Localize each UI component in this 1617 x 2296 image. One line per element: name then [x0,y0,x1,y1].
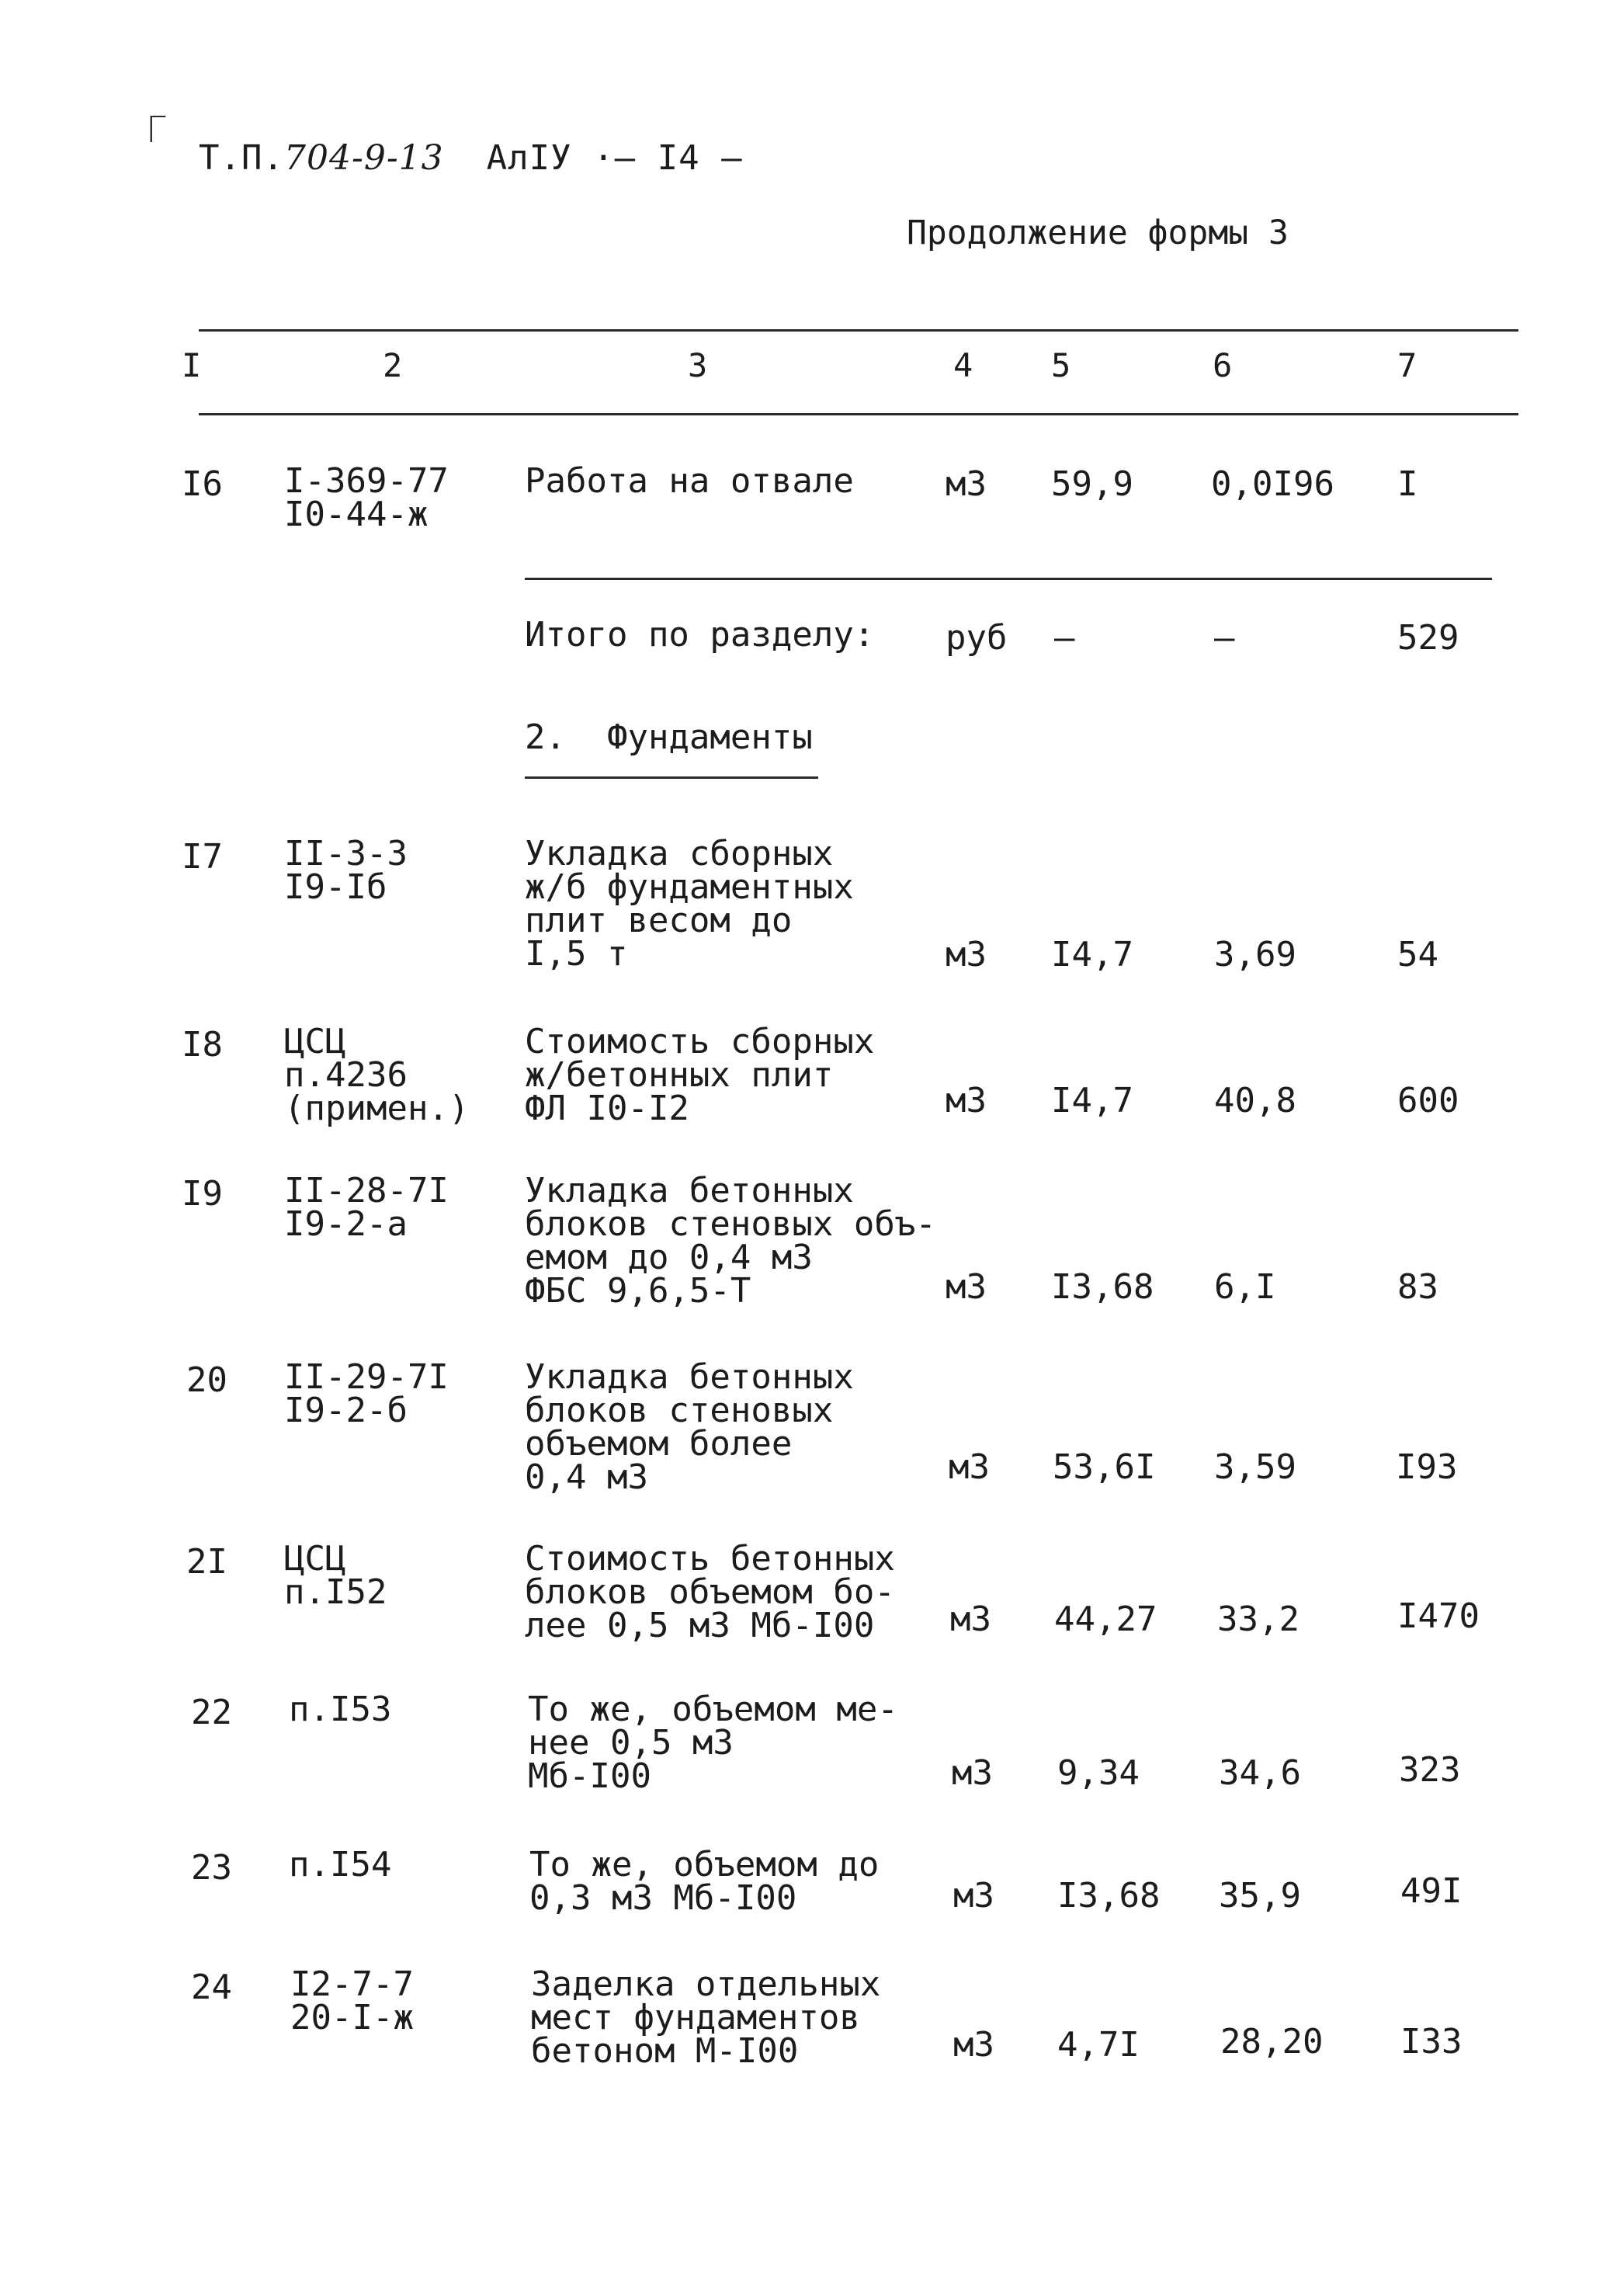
norm-code [284,1022,470,1128]
section-number: 2. [525,717,566,757]
column-header: 4 [953,346,973,384]
desc-line: блоков объемом бо- [525,1572,895,1612]
row-number: I8 [182,1025,223,1065]
work-description [525,461,854,501]
doc-ref: Т.П. [199,138,284,178]
code-line: I0-44-ж [284,495,429,534]
row-number: I6 [182,464,223,504]
code-line: п.I53 [289,1690,392,1729]
desc-line: лее 0,5 м3 Мб-I00 [525,1606,875,1645]
work-description [531,1964,881,2071]
unit-price: 6,I [1214,1267,1276,1307]
code-line: ЦСЦ [284,1539,346,1579]
section-title: Фундаменты [606,717,813,757]
desc-line: Укладка бетонных [525,1357,854,1397]
norm-code [290,1964,414,2037]
code-line: I-369-77 [284,461,449,501]
code-line: I9-2-а [284,1204,408,1244]
unit: м3 [950,1600,991,1639]
desc-line: То же, объемом до [529,1845,880,1884]
work-description [525,1357,854,1497]
row-number: 2I [186,1542,227,1582]
quantity: 4,7I [1057,2025,1140,2065]
code-line: ЦСЦ [284,1022,346,1061]
desc-line: объемом более [525,1424,793,1464]
work-description [525,1022,875,1128]
section-underline [525,776,818,779]
desc-line: блоков стеновых объ- [525,1204,936,1244]
code-line: II-29-7I [284,1357,449,1397]
unit-price: 40,8 [1214,1081,1296,1120]
norm-code [284,1539,387,1612]
norm-code [289,1845,392,1884]
unit: м3 [946,1267,987,1307]
desc-line: 0,4 м3 [525,1457,648,1497]
continuation-title: Продолжение формы 3 [907,214,1289,252]
total-cost: 600 [1397,1081,1459,1120]
norm-code [284,1357,449,1430]
row-number: 22 [191,1693,232,1732]
total-cost: 323 [1399,1750,1461,1790]
total-cost: 54 [1397,935,1438,974]
doc-number: 704-9-13 [283,138,444,178]
row-number: 23 [191,1848,232,1888]
work-description [525,834,854,974]
code-line: п.I54 [289,1845,392,1884]
unit: м3 [953,1876,994,1916]
unit: м3 [946,1081,987,1120]
quantity: 9,34 [1057,1753,1140,1793]
norm-code [284,1171,449,1244]
quantity: I4,7 [1051,935,1133,974]
norm-code [284,461,449,534]
row-number: I7 [182,837,223,877]
unit-price: 3,69 [1214,935,1296,974]
code-line: I9-2-б [284,1391,408,1430]
code-line: п.4236 [284,1055,408,1095]
quantity: I4,7 [1051,1081,1133,1120]
total-cost: I470 [1397,1596,1480,1636]
desc-line: нее 0,5 м3 [528,1723,734,1763]
column-header: 6 [1213,346,1233,384]
unit: м3 [953,2025,994,2065]
unit: м3 [946,935,987,974]
work-description [525,1539,895,1645]
norm-code [289,1690,392,1729]
norm-code [284,834,408,907]
desc-line: бетоном М-I00 [531,2031,799,2071]
desc-line: Укладка бетонных [525,1171,854,1211]
unit-price: 35,9 [1219,1876,1301,1916]
code-line: I9-Iб [284,867,387,907]
column-header: 3 [688,346,708,384]
column-header: 5 [1051,346,1071,384]
album-label: АлIУ [486,138,572,178]
desc-line: мест фундаментов [531,1998,860,2037]
subtotal-label: Итого по разделу: [525,615,875,655]
subtotal-qty: – [1054,618,1075,658]
quantity: 59,9 [1051,464,1133,504]
desc-line: Заделка отдельных [531,1964,881,2004]
work-description [525,1171,936,1311]
work-description [528,1690,898,1796]
corner-mark: Г [146,109,166,151]
desc-line: ФБС 9,6,5-Т [525,1271,751,1311]
section-heading [525,717,813,757]
desc-line: блоков стеновых [525,1391,834,1430]
subtotal-price: – [1214,618,1235,658]
header-bottom-rule [199,413,1518,415]
desc-line: 0,3 м3 Мб-I00 [529,1878,797,1918]
code-line: 20-I-ж [290,1998,414,2037]
subtotal-unit: руб [946,618,1008,658]
code-line: I2-7-7 [290,1964,414,2004]
column-header: 2 [383,346,403,384]
desc-line: Стоимость сборных [525,1022,875,1061]
desc-line: То же, объемом ме- [528,1690,898,1729]
row-number: 20 [186,1360,227,1400]
code-line: (примен.) [284,1089,470,1128]
quantity: 53,6I [1053,1447,1156,1487]
row-number: 24 [191,1968,232,2007]
unit-price: 28,20 [1220,2022,1324,2062]
code-line: II-28-7I [284,1171,449,1211]
unit-price: 0,0I96 [1211,464,1334,504]
quantity: I3,68 [1051,1267,1154,1307]
unit-price: 3,59 [1214,1447,1296,1487]
desc-line: Укладка сборных [525,834,834,874]
total-cost: I [1397,464,1418,504]
quantity: 44,27 [1054,1600,1157,1639]
unit: м3 [946,464,987,504]
desc-line: Стоимость бетонных [525,1539,895,1579]
desc-line: I,5 т [525,934,628,974]
desc-line: ФЛ I0-I2 [525,1089,689,1128]
total-cost: I93 [1396,1447,1458,1487]
quantity: I3,68 [1057,1876,1161,1916]
document-header [199,138,743,178]
column-header: 7 [1397,346,1417,384]
table-top-rule [199,329,1518,332]
subtotal-cost: 529 [1397,618,1459,658]
total-cost: 49I [1400,1871,1463,1911]
unit-price: 33,2 [1217,1600,1299,1639]
desc-line: ж/бетонных плит [525,1055,834,1095]
work-description [529,1845,880,1918]
unit: м3 [952,1753,993,1793]
page-number: ·— I4 — [593,138,743,178]
code-line: п.I52 [284,1572,387,1612]
subtotal-rule [525,578,1492,580]
desc-line: плит весом до [525,901,793,940]
desc-line: ж/б фундаментных [525,867,854,907]
total-cost: 83 [1397,1267,1438,1307]
desc-line: Мб-I00 [528,1756,651,1796]
desc-line: Работа на отвале [525,461,854,501]
code-line: II-3-3 [284,834,408,874]
unit: м3 [949,1447,990,1487]
total-cost: I33 [1400,2022,1463,2062]
row-number: I9 [182,1174,223,1214]
desc-line: емом до 0,4 м3 [525,1238,813,1277]
unit-price: 34,6 [1219,1753,1301,1793]
column-header: I [182,346,202,384]
